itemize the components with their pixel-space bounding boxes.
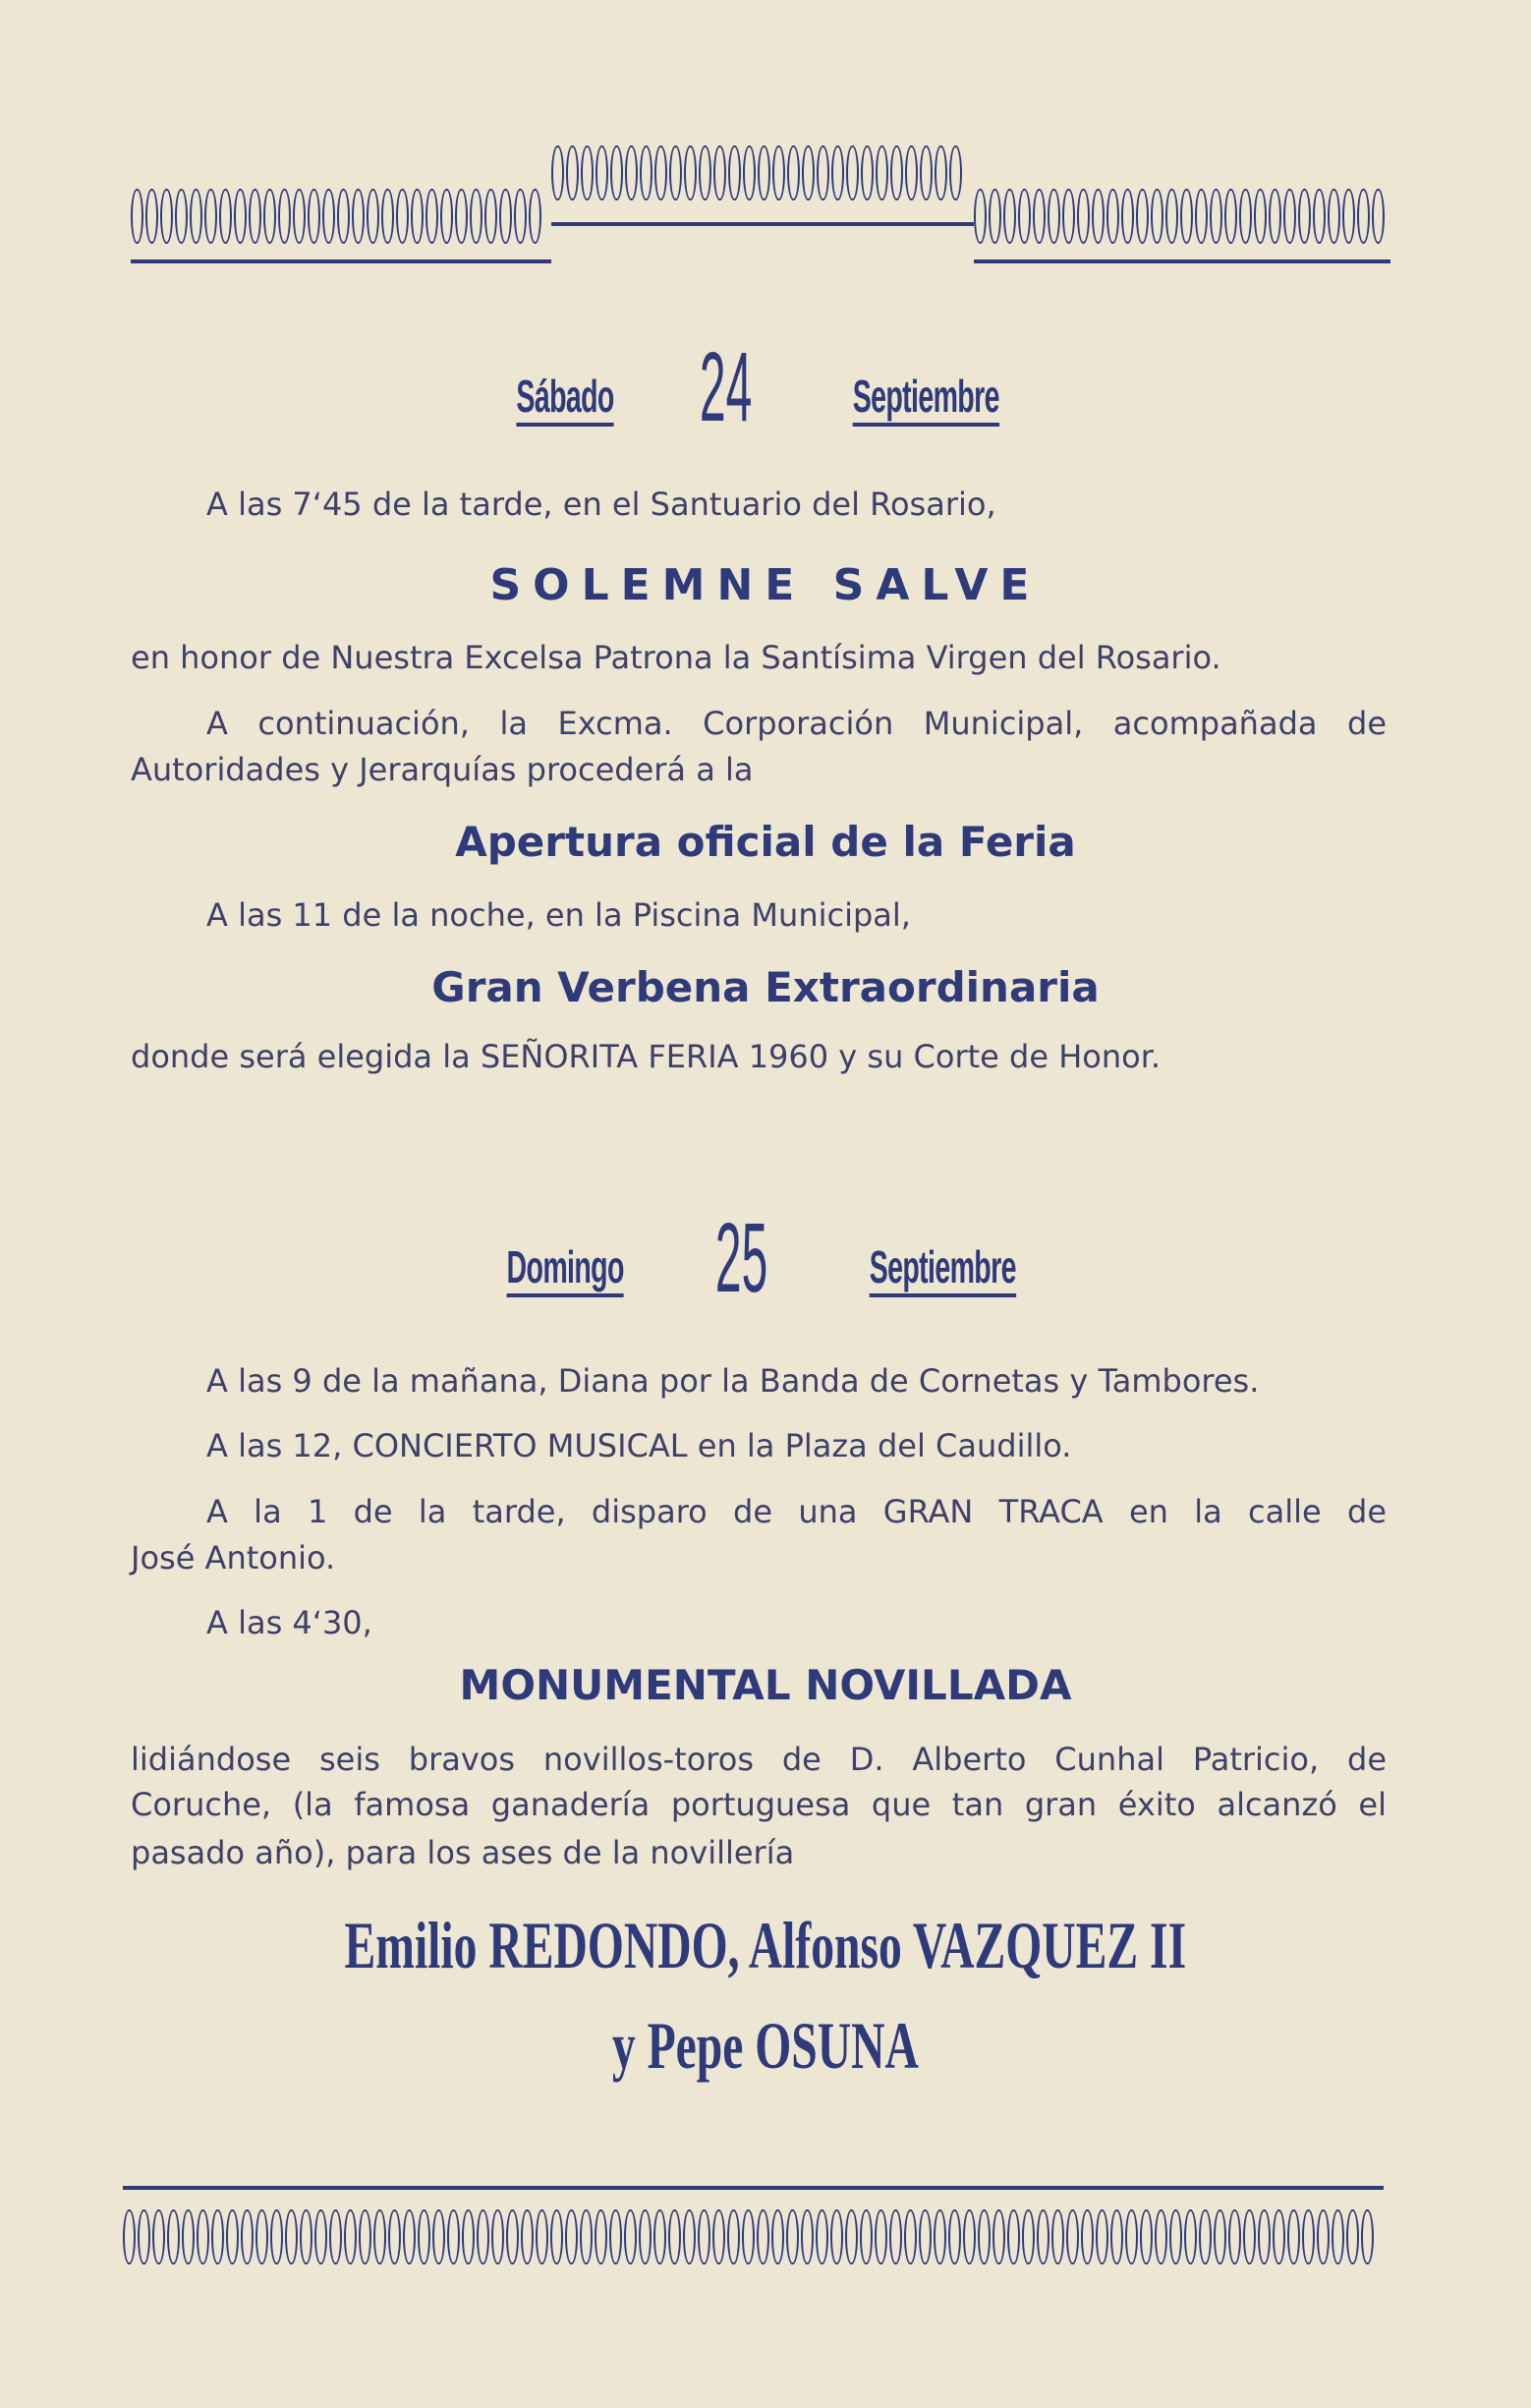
oval-ornament-icon — [787, 145, 800, 201]
oval-ornament-icon — [1169, 2209, 1182, 2265]
oval-ornament-icon — [1332, 2209, 1344, 2265]
oval-ornament-icon — [1037, 2209, 1049, 2265]
oval-ornament-icon — [1096, 2209, 1108, 2265]
oval-ornament-icon — [1155, 2209, 1167, 2265]
oval-ornament-icon — [484, 189, 497, 244]
oval-ornament-icon — [308, 189, 320, 244]
day2-line4: A las 4‘30, — [206, 1604, 372, 1641]
oval-ornament-icon — [920, 145, 933, 201]
oval-ornament-icon — [499, 189, 512, 244]
oval-ornament-icon — [1136, 189, 1149, 244]
oval-ornament-icon — [1066, 2209, 1079, 2265]
oval-ornament-icon — [388, 2209, 401, 2265]
oval-ornament-icon — [992, 2209, 1005, 2265]
oval-ornament-icon — [889, 2209, 902, 2265]
day2-bullfighters-line1 — [0, 1907, 1531, 1984]
oval-ornament-icon — [1302, 2209, 1315, 2265]
oval-ornament-icon — [1184, 2209, 1197, 2265]
oval-ornament-icon — [1224, 189, 1237, 244]
oval-ornament-icon — [640, 145, 652, 201]
day1-heading — [0, 332, 1531, 442]
oval-ornament-icon — [758, 145, 770, 201]
oval-ornament-icon — [978, 2209, 991, 2265]
oval-ornament-icon — [1180, 189, 1193, 244]
oval-ornament-icon — [1003, 189, 1016, 244]
oval-ornament-icon — [1357, 189, 1370, 244]
oval-ornament-icon — [145, 189, 158, 244]
top-rule-center — [551, 222, 974, 226]
oval-ornament-icon — [727, 2209, 740, 2265]
oval-ornament-icon — [580, 2209, 593, 2265]
oval-ornament-icon — [285, 2209, 298, 2265]
oval-ornament-icon — [477, 2209, 489, 2265]
oval-ornament-icon — [890, 145, 903, 201]
day1-title-verbena: Gran Verbena Extraordinaria — [431, 963, 1100, 1011]
oval-ornament-icon — [1051, 2209, 1064, 2265]
oval-ornament-icon — [845, 2209, 858, 2265]
oval-ornament-icon — [1018, 189, 1031, 244]
oval-ornament-icon — [1342, 189, 1355, 244]
oval-ornament-icon — [432, 2209, 445, 2265]
oval-ornament-icon — [344, 2209, 357, 2265]
oval-ornament-icon — [801, 2209, 814, 2265]
oval-ornament-icon — [152, 2209, 165, 2265]
oval-ornament-icon — [639, 2209, 652, 2265]
oval-ornament-icon — [625, 145, 638, 201]
day2-line2: A las 12, CONCIERTO MUSICAL en la Plaza del Caudillo. — [206, 1427, 1072, 1464]
oval-ornament-icon — [131, 189, 143, 244]
oval-ornament-icon — [314, 2209, 327, 2265]
day2-line3a: A la 1 de la tarde, disparo de una GRAN TRACA en la calle de — [206, 1493, 1387, 1530]
oval-ornament-icon — [373, 2209, 386, 2265]
oval-ornament-icon — [300, 2209, 312, 2265]
oval-ornament-icon — [219, 189, 232, 244]
oval-ornament-icon — [425, 189, 438, 244]
oval-ornament-icon — [669, 145, 682, 201]
oval-ornament-icon — [989, 189, 1001, 244]
oval-ornament-icon — [904, 2209, 917, 2265]
oval-ornament-icon — [1033, 189, 1046, 244]
oval-ornament-icon — [861, 145, 874, 201]
bullfighters-names-1: Emilio REDONDO, Alfonso VAZQUEZ II — [344, 1908, 1187, 1982]
day2-line3b: José Antonio. — [131, 1539, 336, 1577]
oval-ornament-icon — [684, 145, 697, 201]
oval-ornament-icon — [1269, 189, 1281, 244]
oval-ornament-icon — [1328, 189, 1340, 244]
oval-ornament-icon — [226, 2209, 239, 2265]
top-ornament-left — [131, 177, 551, 256]
oval-ornament-icon — [1283, 189, 1296, 244]
oval-ornament-icon — [1214, 2209, 1226, 2265]
oval-ornament-icon — [786, 2209, 799, 2265]
oval-ornament-icon — [211, 2209, 224, 2265]
oval-ornament-icon — [1199, 2209, 1212, 2265]
oval-ornament-icon — [949, 145, 962, 201]
day1-line3a: A continuación, la Excma. Corporación Municipal, acompañada de — [206, 705, 1387, 742]
day2-line5b: Coruche, (la famosa ganadería portuguesa que tan gran éxito alcanzó el — [131, 1786, 1387, 1823]
oval-ornament-icon — [270, 2209, 283, 2265]
oval-ornament-icon — [1346, 2209, 1359, 2265]
oval-ornament-icon — [182, 2209, 195, 2265]
oval-ornament-icon — [595, 2209, 607, 2265]
oval-ornament-icon — [609, 2209, 622, 2265]
oval-ornament-icon — [742, 2209, 755, 2265]
oval-ornament-icon — [329, 2209, 342, 2265]
day1-month: Septiembre — [853, 373, 999, 427]
oval-ornament-icon — [263, 189, 276, 244]
oval-ornament-icon — [935, 145, 947, 201]
oval-ornament-icon — [255, 2209, 268, 2265]
oval-ornament-icon — [514, 189, 527, 244]
oval-ornament-icon — [948, 2209, 961, 2265]
day1-line2: en honor de Nuestra Excelsa Patrona la Santísima Virgen del Rosario. — [131, 639, 1221, 676]
oval-ornament-icon — [1372, 189, 1385, 244]
top-rule-right — [974, 259, 1390, 263]
oval-ornament-icon — [197, 2209, 209, 2265]
oval-ornament-icon — [418, 2209, 430, 2265]
bullfighters-names-2: y Pepe OSUNA — [611, 2008, 920, 2083]
oval-ornament-icon — [359, 2209, 371, 2265]
oval-ornament-icon — [699, 145, 711, 201]
oval-ornament-icon — [802, 145, 815, 201]
oval-ornament-icon — [447, 2209, 460, 2265]
oval-ornament-icon — [771, 2209, 784, 2265]
top-ornament-right — [974, 177, 1390, 256]
oval-ornament-icon — [876, 145, 888, 201]
oval-ornament-icon — [337, 189, 350, 244]
oval-ornament-icon — [1125, 2209, 1138, 2265]
oval-ornament-icon — [1121, 189, 1134, 244]
bottom-ornament — [123, 2198, 1384, 2276]
oval-ornament-icon — [1254, 189, 1267, 244]
oval-ornament-icon — [455, 189, 468, 244]
oval-ornament-icon — [249, 189, 261, 244]
day2-line5a: lidiándose seis bravos novillos-toros de D. Alberto Cunhal Patricio, de — [131, 1741, 1387, 1778]
oval-ornament-icon — [1243, 2209, 1256, 2265]
day2-line5c: pasado año), para los ases de la novillería — [131, 1834, 795, 1871]
day1-title-apertura: Apertura oficial de la Feria — [455, 818, 1076, 866]
day1-line3b: Autoridades y Jerarquías procederá a la — [131, 751, 754, 788]
oval-ornament-icon — [396, 189, 409, 244]
oval-ornament-icon — [123, 2209, 136, 2265]
oval-ornament-icon — [905, 145, 918, 201]
day1-weekday: Sábado — [516, 373, 613, 427]
oval-ornament-icon — [919, 2209, 932, 2265]
oval-ornament-icon — [529, 189, 541, 244]
oval-ornament-icon — [817, 145, 829, 201]
oval-ornament-icon — [581, 145, 594, 201]
top-ornament-center — [551, 134, 974, 212]
oval-ornament-icon — [1048, 189, 1060, 244]
oval-ornament-icon — [1317, 2209, 1330, 2265]
oval-ornament-icon — [743, 145, 756, 201]
oval-ornament-icon — [831, 145, 844, 201]
oval-ornament-icon — [521, 2209, 534, 2265]
oval-ornament-icon — [1287, 2209, 1300, 2265]
day2-number: 25 — [715, 1203, 768, 1313]
oval-ornament-icon — [830, 2209, 843, 2265]
oval-ornament-icon — [1110, 2209, 1123, 2265]
oval-ornament-icon — [322, 189, 335, 244]
oval-ornament-icon — [566, 145, 579, 201]
oval-ornament-icon — [1210, 189, 1222, 244]
oval-ornament-icon — [1195, 189, 1208, 244]
oval-ornament-icon — [974, 189, 987, 244]
oval-ornament-icon — [860, 2209, 873, 2265]
oval-ornament-icon — [352, 189, 365, 244]
day1-title-salve: SOLEMNE SALVE — [489, 560, 1042, 610]
day1-line1: A las 7‘45 de la tarde, en el Santuario del Rosario, — [206, 486, 996, 523]
oval-ornament-icon — [1298, 189, 1311, 244]
oval-ornament-icon — [1081, 2209, 1094, 2265]
top-rule-left — [131, 259, 551, 263]
oval-ornament-icon — [440, 189, 453, 244]
oval-ornament-icon — [595, 145, 608, 201]
oval-ornament-icon — [190, 189, 202, 244]
oval-ornament-icon — [1106, 189, 1119, 244]
oval-ornament-icon — [462, 2209, 475, 2265]
oval-ornament-icon — [1062, 189, 1075, 244]
oval-ornament-icon — [241, 2209, 254, 2265]
oval-ornament-icon — [653, 2209, 666, 2265]
oval-ornament-icon — [654, 145, 667, 201]
day2-title-novillada: MONUMENTAL NOVILLADA — [459, 1661, 1072, 1709]
oval-ornament-icon — [175, 189, 188, 244]
oval-ornament-icon — [536, 2209, 548, 2265]
oval-ornament-icon — [1258, 2209, 1271, 2265]
oval-ornament-icon — [234, 189, 247, 244]
oval-ornament-icon — [757, 2209, 769, 2265]
oval-ornament-icon — [610, 145, 623, 201]
day2-month: Septiembre — [869, 1244, 1015, 1297]
oval-ornament-icon — [1140, 2209, 1153, 2265]
oval-ornament-icon — [1092, 189, 1105, 244]
oval-ornament-icon — [403, 2209, 416, 2265]
oval-ornament-icon — [1007, 2209, 1020, 2265]
oval-ornament-icon — [367, 189, 379, 244]
oval-ornament-icon — [712, 2209, 725, 2265]
oval-ornament-icon — [1239, 189, 1252, 244]
oval-ornament-icon — [624, 2209, 637, 2265]
oval-ornament-icon — [1228, 2209, 1241, 2265]
day2-bullfighters-line2 — [0, 2007, 1531, 2085]
oval-ornament-icon — [1151, 189, 1163, 244]
oval-ornament-icon — [698, 2209, 710, 2265]
oval-ornament-icon — [1077, 189, 1090, 244]
oval-ornament-icon — [470, 189, 482, 244]
oval-ornament-icon — [381, 189, 394, 244]
oval-ornament-icon — [668, 2209, 681, 2265]
day1-line5: donde será elegida la SEÑORITA FERIA 1960 y su Corte de Honor. — [131, 1038, 1162, 1075]
oval-ornament-icon — [1313, 189, 1326, 244]
oval-ornament-icon — [934, 2209, 946, 2265]
oval-ornament-icon — [963, 2209, 976, 2265]
oval-ornament-icon — [1165, 189, 1178, 244]
oval-ornament-icon — [565, 2209, 578, 2265]
oval-ornament-icon — [846, 145, 859, 201]
oval-ornament-icon — [550, 2209, 563, 2265]
day1-number: 24 — [700, 332, 753, 442]
oval-ornament-icon — [278, 189, 291, 244]
oval-ornament-icon — [138, 2209, 150, 2265]
day2-weekday: Domingo — [507, 1244, 624, 1297]
oval-ornament-icon — [816, 2209, 828, 2265]
oval-ornament-icon — [293, 189, 306, 244]
bottom-rule — [123, 2186, 1384, 2190]
oval-ornament-icon — [683, 2209, 696, 2265]
oval-ornament-icon — [204, 189, 217, 244]
oval-ornament-icon — [728, 145, 741, 201]
oval-ornament-icon — [772, 145, 785, 201]
oval-ornament-icon — [713, 145, 726, 201]
oval-ornament-icon — [1361, 2209, 1374, 2265]
oval-ornament-icon — [875, 2209, 887, 2265]
oval-ornament-icon — [491, 2209, 504, 2265]
oval-ornament-icon — [1273, 2209, 1285, 2265]
day1-line4: A las 11 de la noche, en la Piscina Municipal, — [206, 896, 911, 934]
oval-ornament-icon — [506, 2209, 519, 2265]
oval-ornament-icon — [1022, 2209, 1035, 2265]
oval-ornament-icon — [411, 189, 424, 244]
day2-heading — [0, 1203, 1531, 1313]
oval-ornament-icon — [167, 2209, 180, 2265]
oval-ornament-icon — [551, 145, 564, 201]
oval-ornament-icon — [160, 189, 173, 244]
day2-line1: A las 9 de la mañana, Diana por la Banda de Cornetas y Tambores. — [206, 1362, 1260, 1400]
